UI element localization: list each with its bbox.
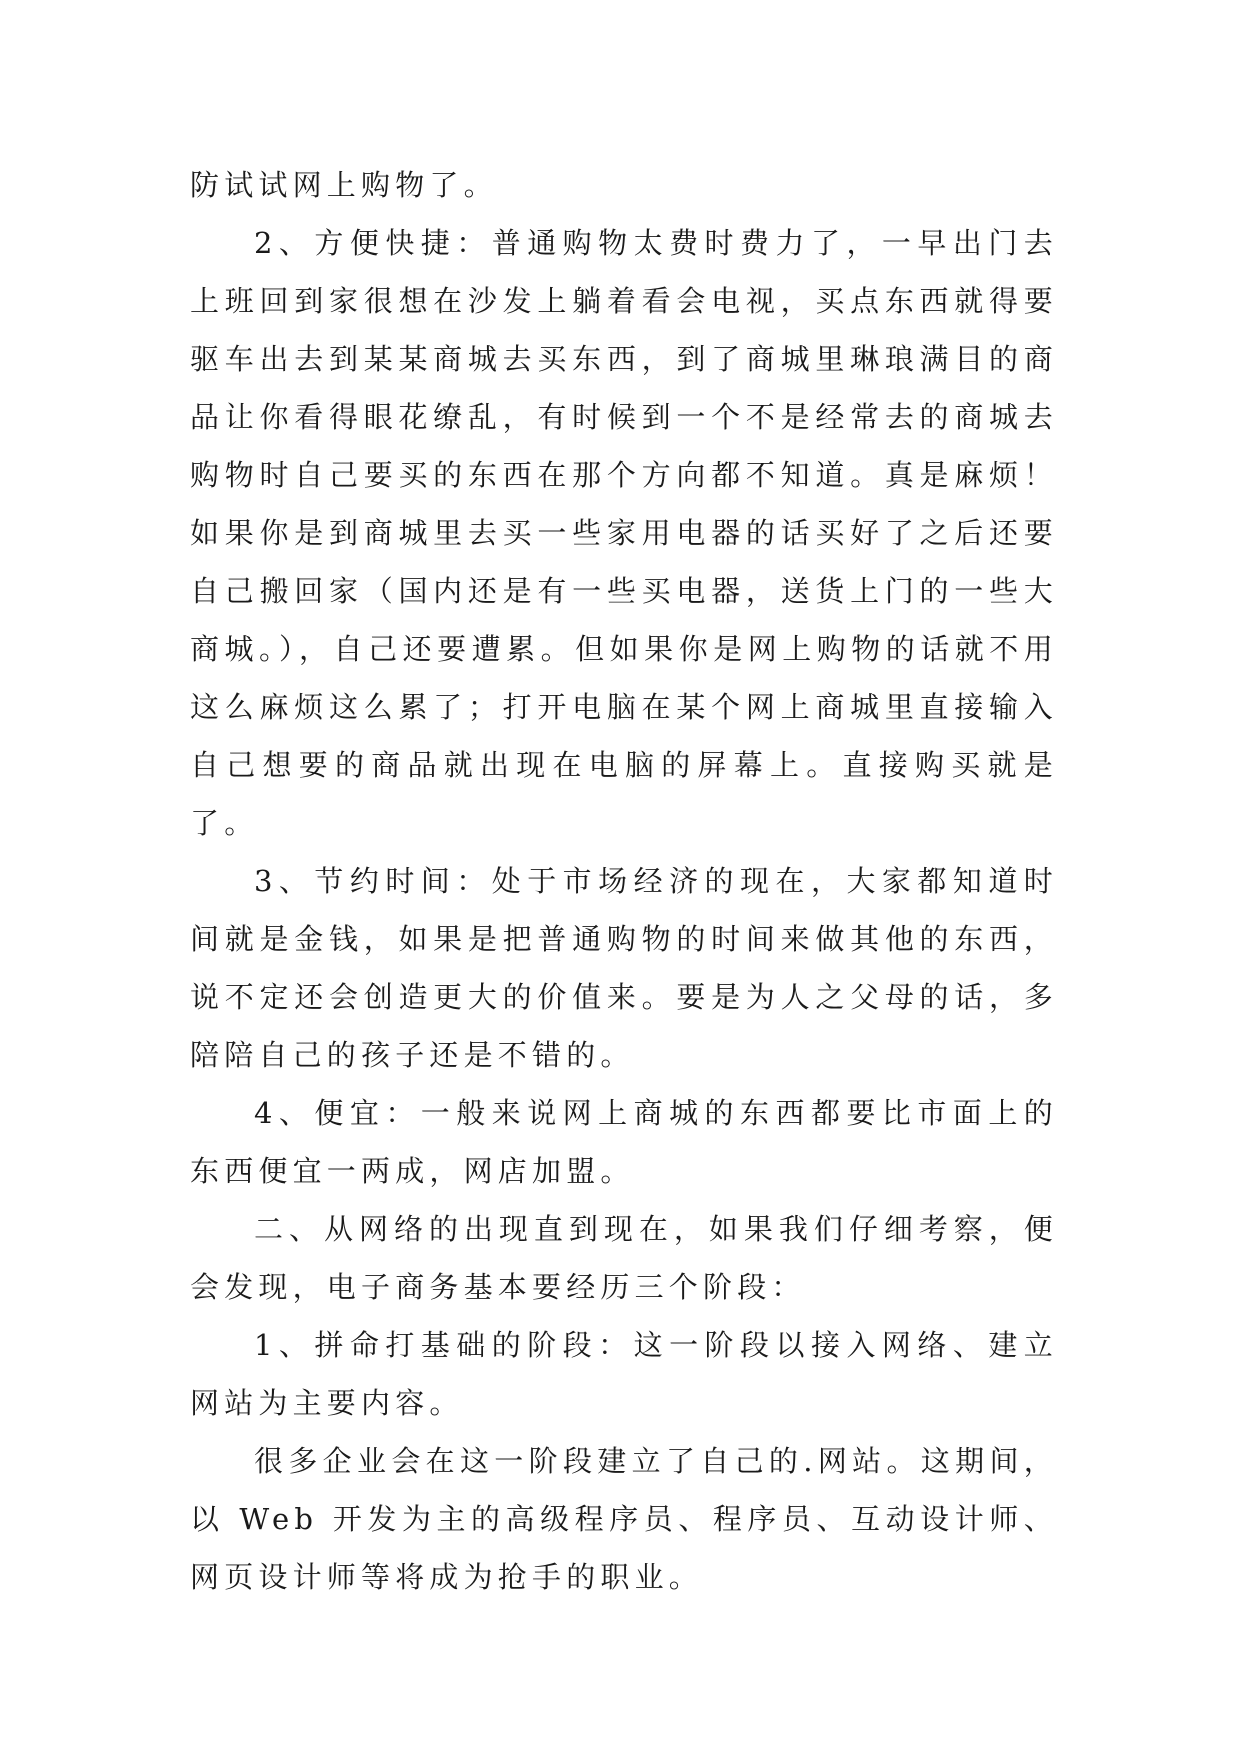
paragraph-continuation: 防试试网上购物了。 (190, 168, 498, 202)
paragraph-cheap: 4、便宜：一般来说网上商城的东西都要比市面上的东西便宜一两成，网店加盟。 (190, 1096, 1058, 1188)
document-body (190, 156, 1058, 1606)
paragraph-three-stages: 二、从网络的出现直到现在，如果我们仔细考察，便会发现，电子商务基本要经历三个阶段： (190, 1212, 1058, 1304)
paragraph-convenience: 2、方便快捷：普通购物太费时费力了，一早出门去上班回到家很想在沙发上躺着看会电视，买点东西就得要驱车出去到某某商城去买东西，到了商城里琳琅满目的商品让你看得眼花缭乱，有时候到一个不是经常去的商城去购物时自己要买的东西在那个方向都不知道。真是麻烦！如果你是到商城里去买一些家用电器的话买好了之后还要自己搬回家（国内还是有一些买电器，送货上门的一些大商城。），自己还要遭累。但如果你是网上购物的话就不用这么麻烦这么累了；打开电脑在某个网上商城里直接输入自己想要的商品就出现在电脑的屏幕上。直接购买就是了。 (190, 226, 1058, 840)
paragraph-web-developers: 很多企业会在这一阶段建立了自己的.网站。这期间，以 Web 开发为主的高级程序员、程序员、互动设计师、网页设计师等将成为抢手的职业。 (190, 1444, 1058, 1594)
paragraph-save-time: 3、节约时间：处于市场经济的现在，大家都知道时间就是金钱，如果是把普通购物的时间来做其他的东西，说不定还会创造更大的价值来。要是为人之父母的话，多陪陪自己的孩子还是不错的。 (190, 864, 1058, 1072)
paragraph-stage-one: 1、拼命打基础的阶段：这一阶段以接入网络、建立网站为主要内容。 (190, 1328, 1058, 1420)
